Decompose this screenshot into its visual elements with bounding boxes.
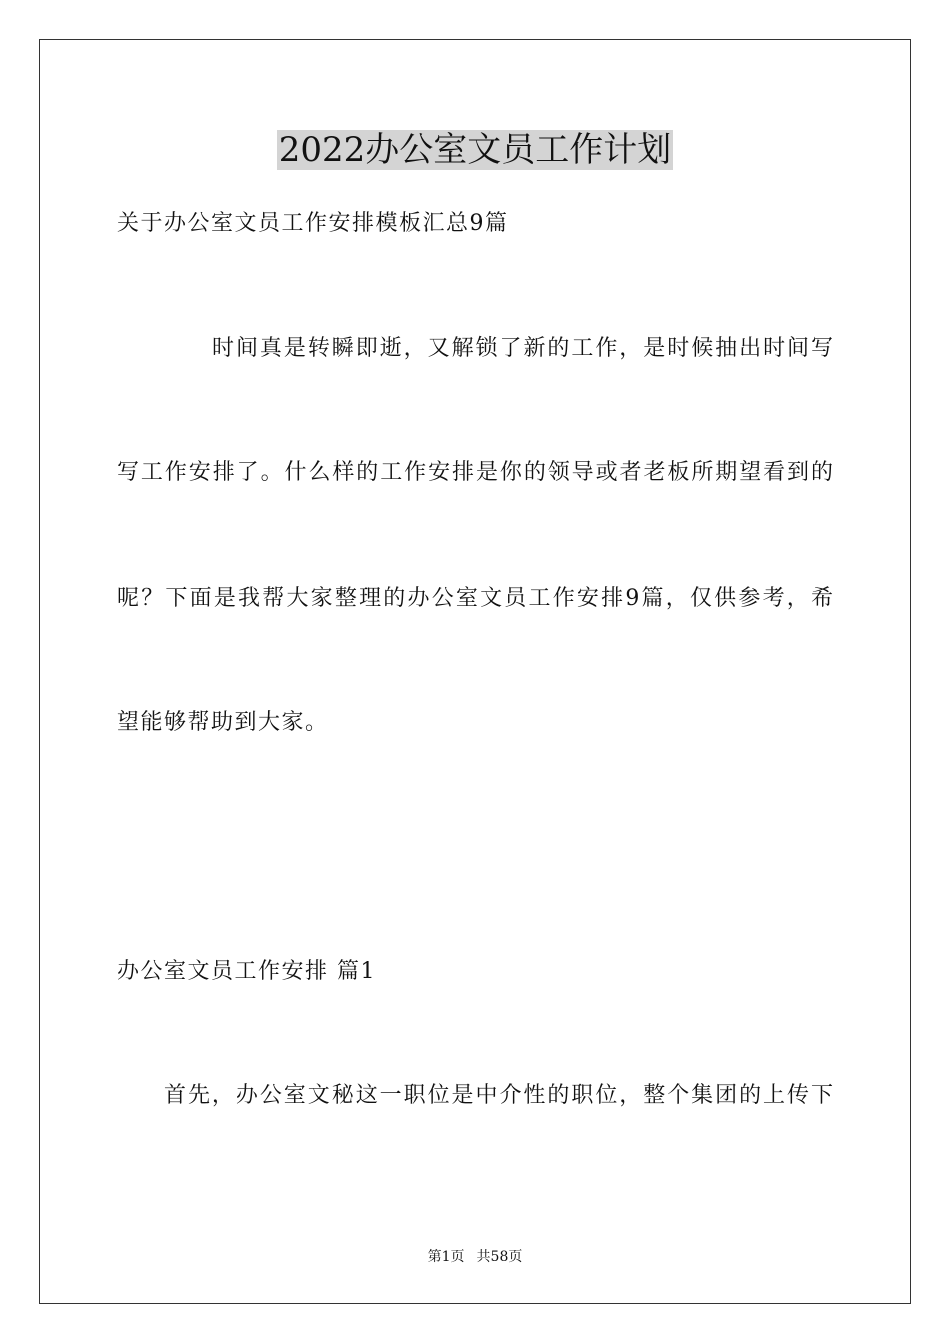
document-subtitle: 关于办公室文员工作安排模板汇总9篇	[117, 211, 509, 236]
section-heading: 办公室文员工作安排 篇1	[117, 959, 376, 984]
intro-line-3: 呢？下面是我帮大家整理的办公室文员工作安排9篇，仅供参考，希	[117, 586, 833, 611]
intro-line-1: 时间真是转瞬即逝，又解锁了新的工作，是时候抽出时间写	[212, 336, 833, 361]
intro-line-4: 望能够帮助到大家。	[117, 710, 329, 735]
section-line-1: 首先，办公室文秘这一职位是中介性的职位，整个集团的上传下	[164, 1083, 833, 1108]
page-total: 共58页	[476, 1249, 523, 1265]
intro-line-2: 写工作安排了。什么样的工作安排是你的领导或者老板所期望看到的	[117, 460, 833, 485]
document-title	[0, 128, 950, 172]
page-number: 第1页	[427, 1249, 465, 1265]
page-footer	[0, 1247, 950, 1267]
document-title-text: 2022办公室文员工作计划	[278, 130, 672, 170]
